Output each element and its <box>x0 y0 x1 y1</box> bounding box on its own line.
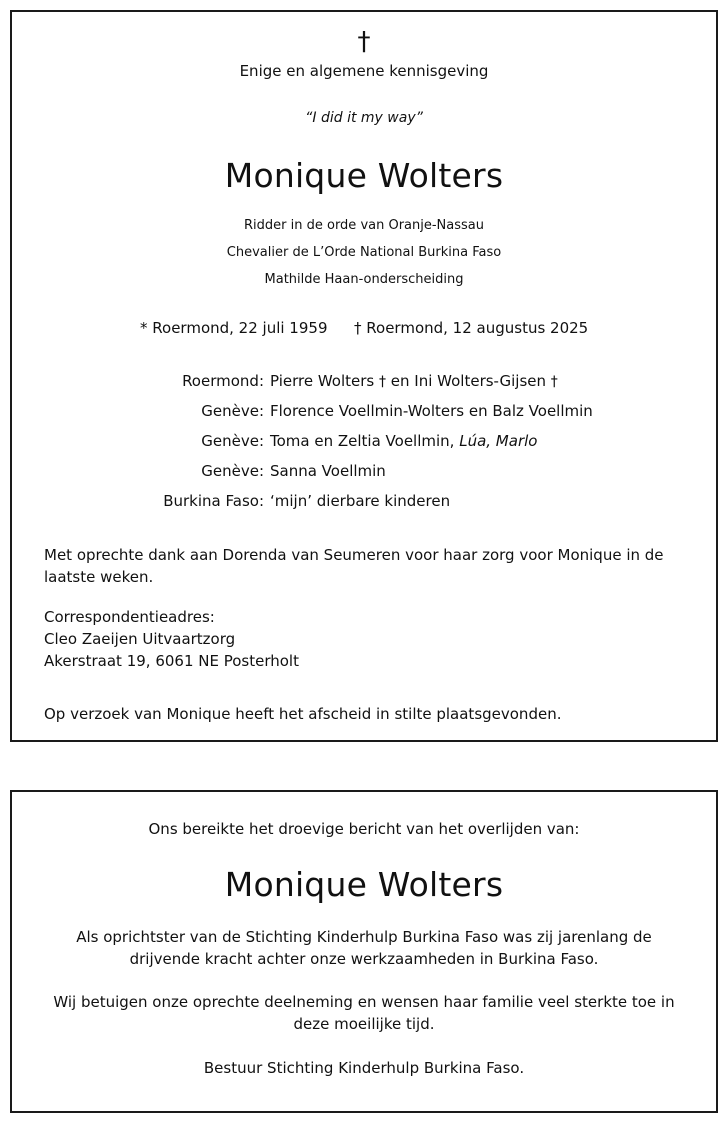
thanks-line: Met oprechte dank aan Dorenda van Seumeren voor haar zorg voor Monique in de <box>44 546 664 564</box>
family-names: Toma en Zeltia Voellmin, Lúa, Marlo <box>270 432 538 450</box>
family-row <box>12 372 716 392</box>
notice-heading: Enige en algemene kennisgeving <box>239 62 489 80</box>
address-label: Correspondentieadres: <box>44 608 215 626</box>
family-location: Genève: <box>201 432 264 450</box>
family-row <box>12 432 716 452</box>
family-location: Roermond: <box>182 372 264 390</box>
tribute-line: drijvende kracht achter onze werkzaamheden in Burkina Faso. <box>129 950 599 968</box>
family-names: ‘mijn’ dierbare kinderen <box>270 492 451 510</box>
family-location: Genève: <box>201 462 264 480</box>
honor-line: Mathilde Haan-onderscheiding <box>264 272 464 287</box>
family-location: Burkina Faso: <box>163 492 264 510</box>
condolence-notice-foundation <box>10 790 718 1113</box>
signature: Bestuur Stichting Kinderhulp Burkina Faso. <box>203 1059 525 1077</box>
deceased-name: Monique Wolters <box>224 865 504 904</box>
cross-symbol: † <box>379 374 387 390</box>
thanks-line: laatste weken. <box>44 568 154 586</box>
address-line: Akerstraat 19, 6061 NE Posterholt <box>44 652 299 670</box>
honor-line: Ridder in de orde van Oranje-Nassau <box>244 218 484 233</box>
condolence-line: Wij betuigen onze oprechte deelneming en wensen haar familie veel sterkte toe in <box>53 993 675 1011</box>
honor-line: Chevalier de L’Orde National Burkina Faso <box>226 245 502 260</box>
intro-text: Ons bereikte het droevige bericht van het overlijden van: <box>148 820 580 838</box>
family-names: Pierre Wolters † en Ini Wolters-Gijsen † <box>270 372 558 390</box>
address-line: Cleo Zaeijen Uitvaartzorg <box>44 630 236 648</box>
family-row <box>12 462 716 482</box>
family-row <box>12 492 716 512</box>
tribute-line: Als oprichtster van de Stichting Kinderhulp Burkina Faso was zij jarenlang de <box>76 928 652 946</box>
death-notice-family <box>10 10 718 742</box>
cross-symbol: † <box>357 27 371 57</box>
family-location: Genève: <box>201 402 264 420</box>
death-date: † Roermond, 12 augustus 2025 <box>354 319 589 337</box>
closing-text: Op verzoek van Monique heeft het afscheid in stilte plaatsgevonden. <box>44 705 562 723</box>
family-row <box>12 402 716 422</box>
deceased-name: Monique Wolters <box>224 156 504 195</box>
birth-date: * Roermond, 22 juli 1959 <box>140 319 328 337</box>
family-names: Florence Voellmin-Wolters en Balz Voellmin <box>270 402 593 420</box>
family-names: Sanna Voellmin <box>270 462 386 480</box>
cross-symbol: † <box>550 374 558 390</box>
quote: “I did it my way” <box>305 110 423 126</box>
condolence-line: deze moeilijke tijd. <box>293 1015 435 1033</box>
